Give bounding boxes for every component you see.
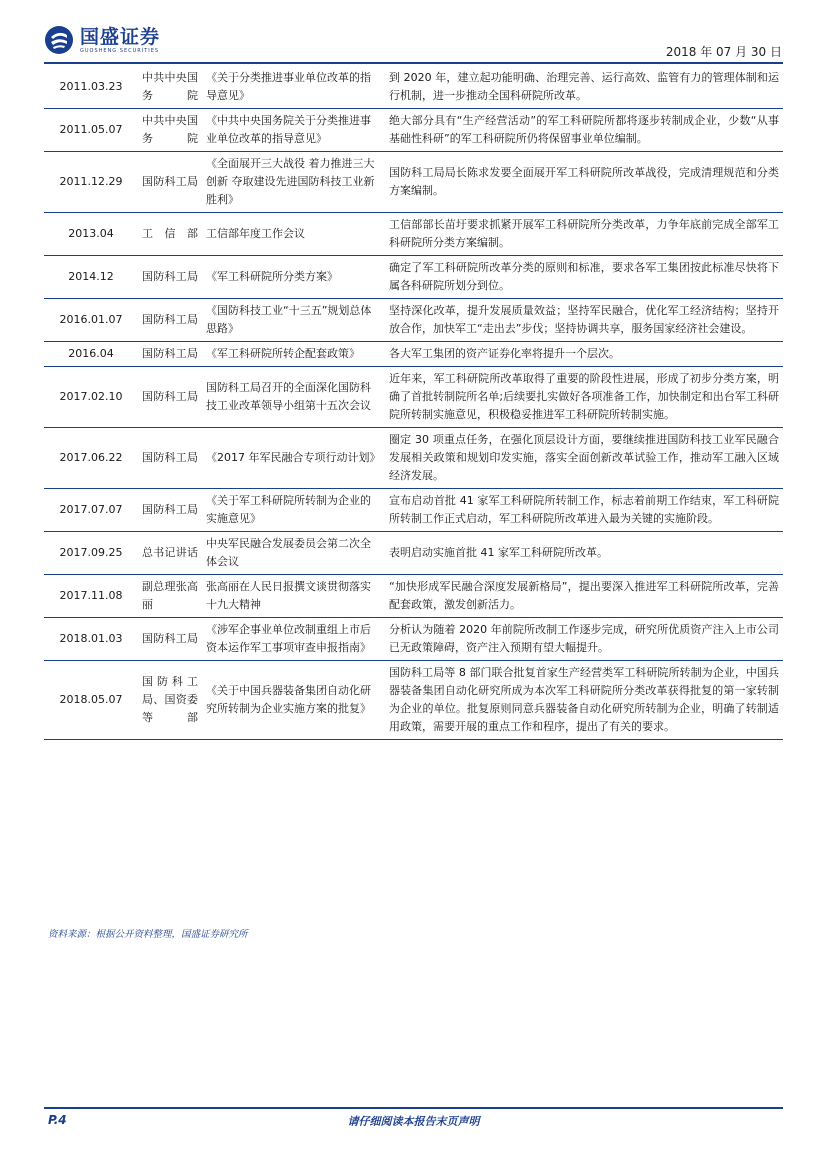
row-content: 绝大部分具有“生产经营活动”的军工科研院所都将逐步转制成企业，少数“从事基础性科研”的军工科研院所仍将保留事业单位编制。 <box>389 114 779 145</box>
table-row <box>44 66 783 109</box>
row-content: “加快形成军民融合深度发展新格局”，提出要深入推进军工科研院所改革，完善配套政策，激发创新活力。 <box>389 580 779 611</box>
row-org: 国防科工局 <box>142 503 198 516</box>
row-org: 国防科工局 <box>142 270 198 283</box>
table-row <box>44 428 783 489</box>
row-date: 2011.12.29 <box>59 175 123 188</box>
row-content: 各大军工集团的资产证券化率将提升一个层次。 <box>389 347 620 360</box>
source-note: 资料来源：根据公开资料整理，国盛证券研究所 <box>48 929 248 940</box>
guosheng-logo-icon <box>44 25 74 55</box>
header-divider <box>44 62 783 64</box>
row-date: 2013.04 <box>68 227 114 240</box>
table-row <box>44 618 783 661</box>
row-date: 2014.12 <box>68 270 114 283</box>
report-date: 2018 年 07 月 30 日 <box>665 45 782 59</box>
row-date: 2017.07.07 <box>59 503 123 516</box>
row-document: 《军工科研院所分类方案》 <box>206 270 338 283</box>
row-content: 国防科工局等 8 部门联合批复首家生产经营类军工科研院所转制为企业，中国兵器装备集团自动化研究所成为本次军工科研院所分类改革获得批复的第一家转制为企业的单位。批复原则同意兵器装备自动化研究所转制为企业，明确了转制适用政策，需要开展的重点工作和程序，提出了有关的要求。 <box>389 666 779 733</box>
row-org: 中共中央国务院 <box>142 71 198 102</box>
row-content: 分析认为随着 2020 年前院所改制工作逐步完成，研究所优质资产注入上市公司已无政策障碍，资产注入预期有望大幅提升。 <box>389 623 779 654</box>
table-row <box>44 575 783 618</box>
row-content: 工信部部长苗圩要求抓紧开展军工科研院所分类改革，力争年底前完成全部军工科研院所分类方案编制。 <box>389 218 779 249</box>
row-date: 2011.05.07 <box>59 123 123 136</box>
row-document: 国防科工局召开的全面深化国防科技工业改革领导小组第十五次会议 <box>206 381 371 412</box>
page-number: P.4 <box>48 1113 67 1127</box>
row-document: 《关于分类推进事业单位改革的指导意见》 <box>206 71 371 102</box>
row-org: 总书记讲话 <box>142 546 198 559</box>
policy-timeline-table <box>44 66 783 740</box>
row-date: 2017.02.10 <box>59 390 123 403</box>
row-document: 中央军民融合发展委员会第二次全体会议 <box>206 537 371 568</box>
row-date: 2011.03.23 <box>59 80 123 93</box>
row-content: 宣布启动首批 41 家军工科研院所转制工作，标志着前期工作结束，军工科研院所转制工作正式启动，军工科研院所改革进入最为关键的实施阶段。 <box>389 494 779 525</box>
row-date: 2017.11.08 <box>59 589 123 602</box>
row-document: 工信部年度工作会议 <box>206 227 305 240</box>
row-org: 工信部 <box>142 227 198 240</box>
table-row <box>44 342 783 367</box>
row-content: 表明启动实施首批 41 家军工科研院所改革。 <box>389 546 608 559</box>
table-row <box>44 109 783 152</box>
row-date: 2018.01.03 <box>59 632 123 645</box>
table-row <box>44 367 783 428</box>
row-date: 2017.06.22 <box>59 451 123 464</box>
row-content: 确定了军工科研院所改革分类的原则和标准，要求各军工集团按此标准尽快将下属各科研院所划分到位。 <box>389 261 779 292</box>
row-document: 《全面展开三大战役 着力推进三大创新 夺取建设先进国防科技工业新胜利》 <box>206 157 375 206</box>
table-row <box>44 213 783 256</box>
table-row <box>44 661 783 740</box>
row-content: 坚持深化改革，提升发展质量效益；坚持军民融合，优化军工经济结构；坚持开放合作，加快军工“走出去”步伐；坚持协调共享，服务国家经济社会建设。 <box>389 304 779 335</box>
row-org: 国防科工局 <box>142 313 198 326</box>
row-org: 副总理张高丽 <box>142 580 198 611</box>
row-date: 2016.01.07 <box>59 313 123 326</box>
row-content: 国防科工局局长陈求发要全面展开军工科研院所改革战役，完成清理规范和分类方案编制。 <box>389 166 779 197</box>
brand-logo <box>44 25 160 55</box>
row-document: 《关于中国兵器装备集团自动化研究所转制为企业实施方案的批复》 <box>206 684 371 715</box>
row-org: 国防科工局 <box>142 451 198 464</box>
disclaimer-note: 请仔细阅读本报告末页声明 <box>347 1115 480 1128</box>
row-document: 《国防科技工业“十三五”规划总体思路》 <box>206 304 372 335</box>
row-date: 2018.05.07 <box>59 693 123 706</box>
row-document: 《2017 年军民融合专项行动计划》 <box>206 451 381 464</box>
row-org: 国防科工局 <box>142 632 198 645</box>
row-document: 《关于军工科研院所转制为企业的实施意见》 <box>206 494 371 525</box>
row-document: 《军工科研院所转企配套政策》 <box>206 347 360 360</box>
row-content: 圈定 30 项重点任务，在强化顶层设计方面，要继续推进国防科技工业军民融合发展相关政策和规划印发实施，落实全面创新改革试验工作，推动军工融入区域经济发展。 <box>389 433 779 482</box>
row-document: 张高丽在人民日报撰文谈贯彻落实十九大精神 <box>206 580 371 611</box>
footer-divider <box>44 1107 783 1109</box>
row-document: 《中共中央国务院关于分类推进事业单位改革的指导意见》 <box>206 114 371 145</box>
row-document: 《涉军企事业单位改制重组上市后资本运作军工事项审查申报指南》 <box>206 623 371 654</box>
row-date: 2017.09.25 <box>59 546 123 559</box>
table-row <box>44 152 783 213</box>
row-content: 近年来，军工科研院所改革取得了重要的阶段性进展，形成了初步分类方案，明确了首批转制院所名单;后续要扎实做好各项准备工作，加快制定和出台军工科研院所转制实施意见，积极稳妥推进军工科研院所转制实施。 <box>389 372 779 421</box>
brand-name-en: GUOSHENG SECURITIES <box>80 48 160 54</box>
row-org: 国防科工局 <box>142 347 198 360</box>
row-org: 国防科工局、国资委等部 <box>142 675 198 724</box>
brand-name: 国盛证券 <box>80 26 161 48</box>
table-row <box>44 299 783 342</box>
table-row <box>44 532 783 575</box>
row-org: 中共中央国务院 <box>142 114 198 145</box>
table-row <box>44 489 783 532</box>
table-row <box>44 256 783 299</box>
row-org: 国防科工局 <box>142 175 198 188</box>
row-date: 2016.04 <box>68 347 114 360</box>
row-org: 国防科工局 <box>142 390 198 403</box>
row-content: 到 2020 年，建立起功能明确、治理完善、运行高效、监管有力的管理体制和运行机制，进一步推动全国科研院所改革。 <box>389 71 779 102</box>
